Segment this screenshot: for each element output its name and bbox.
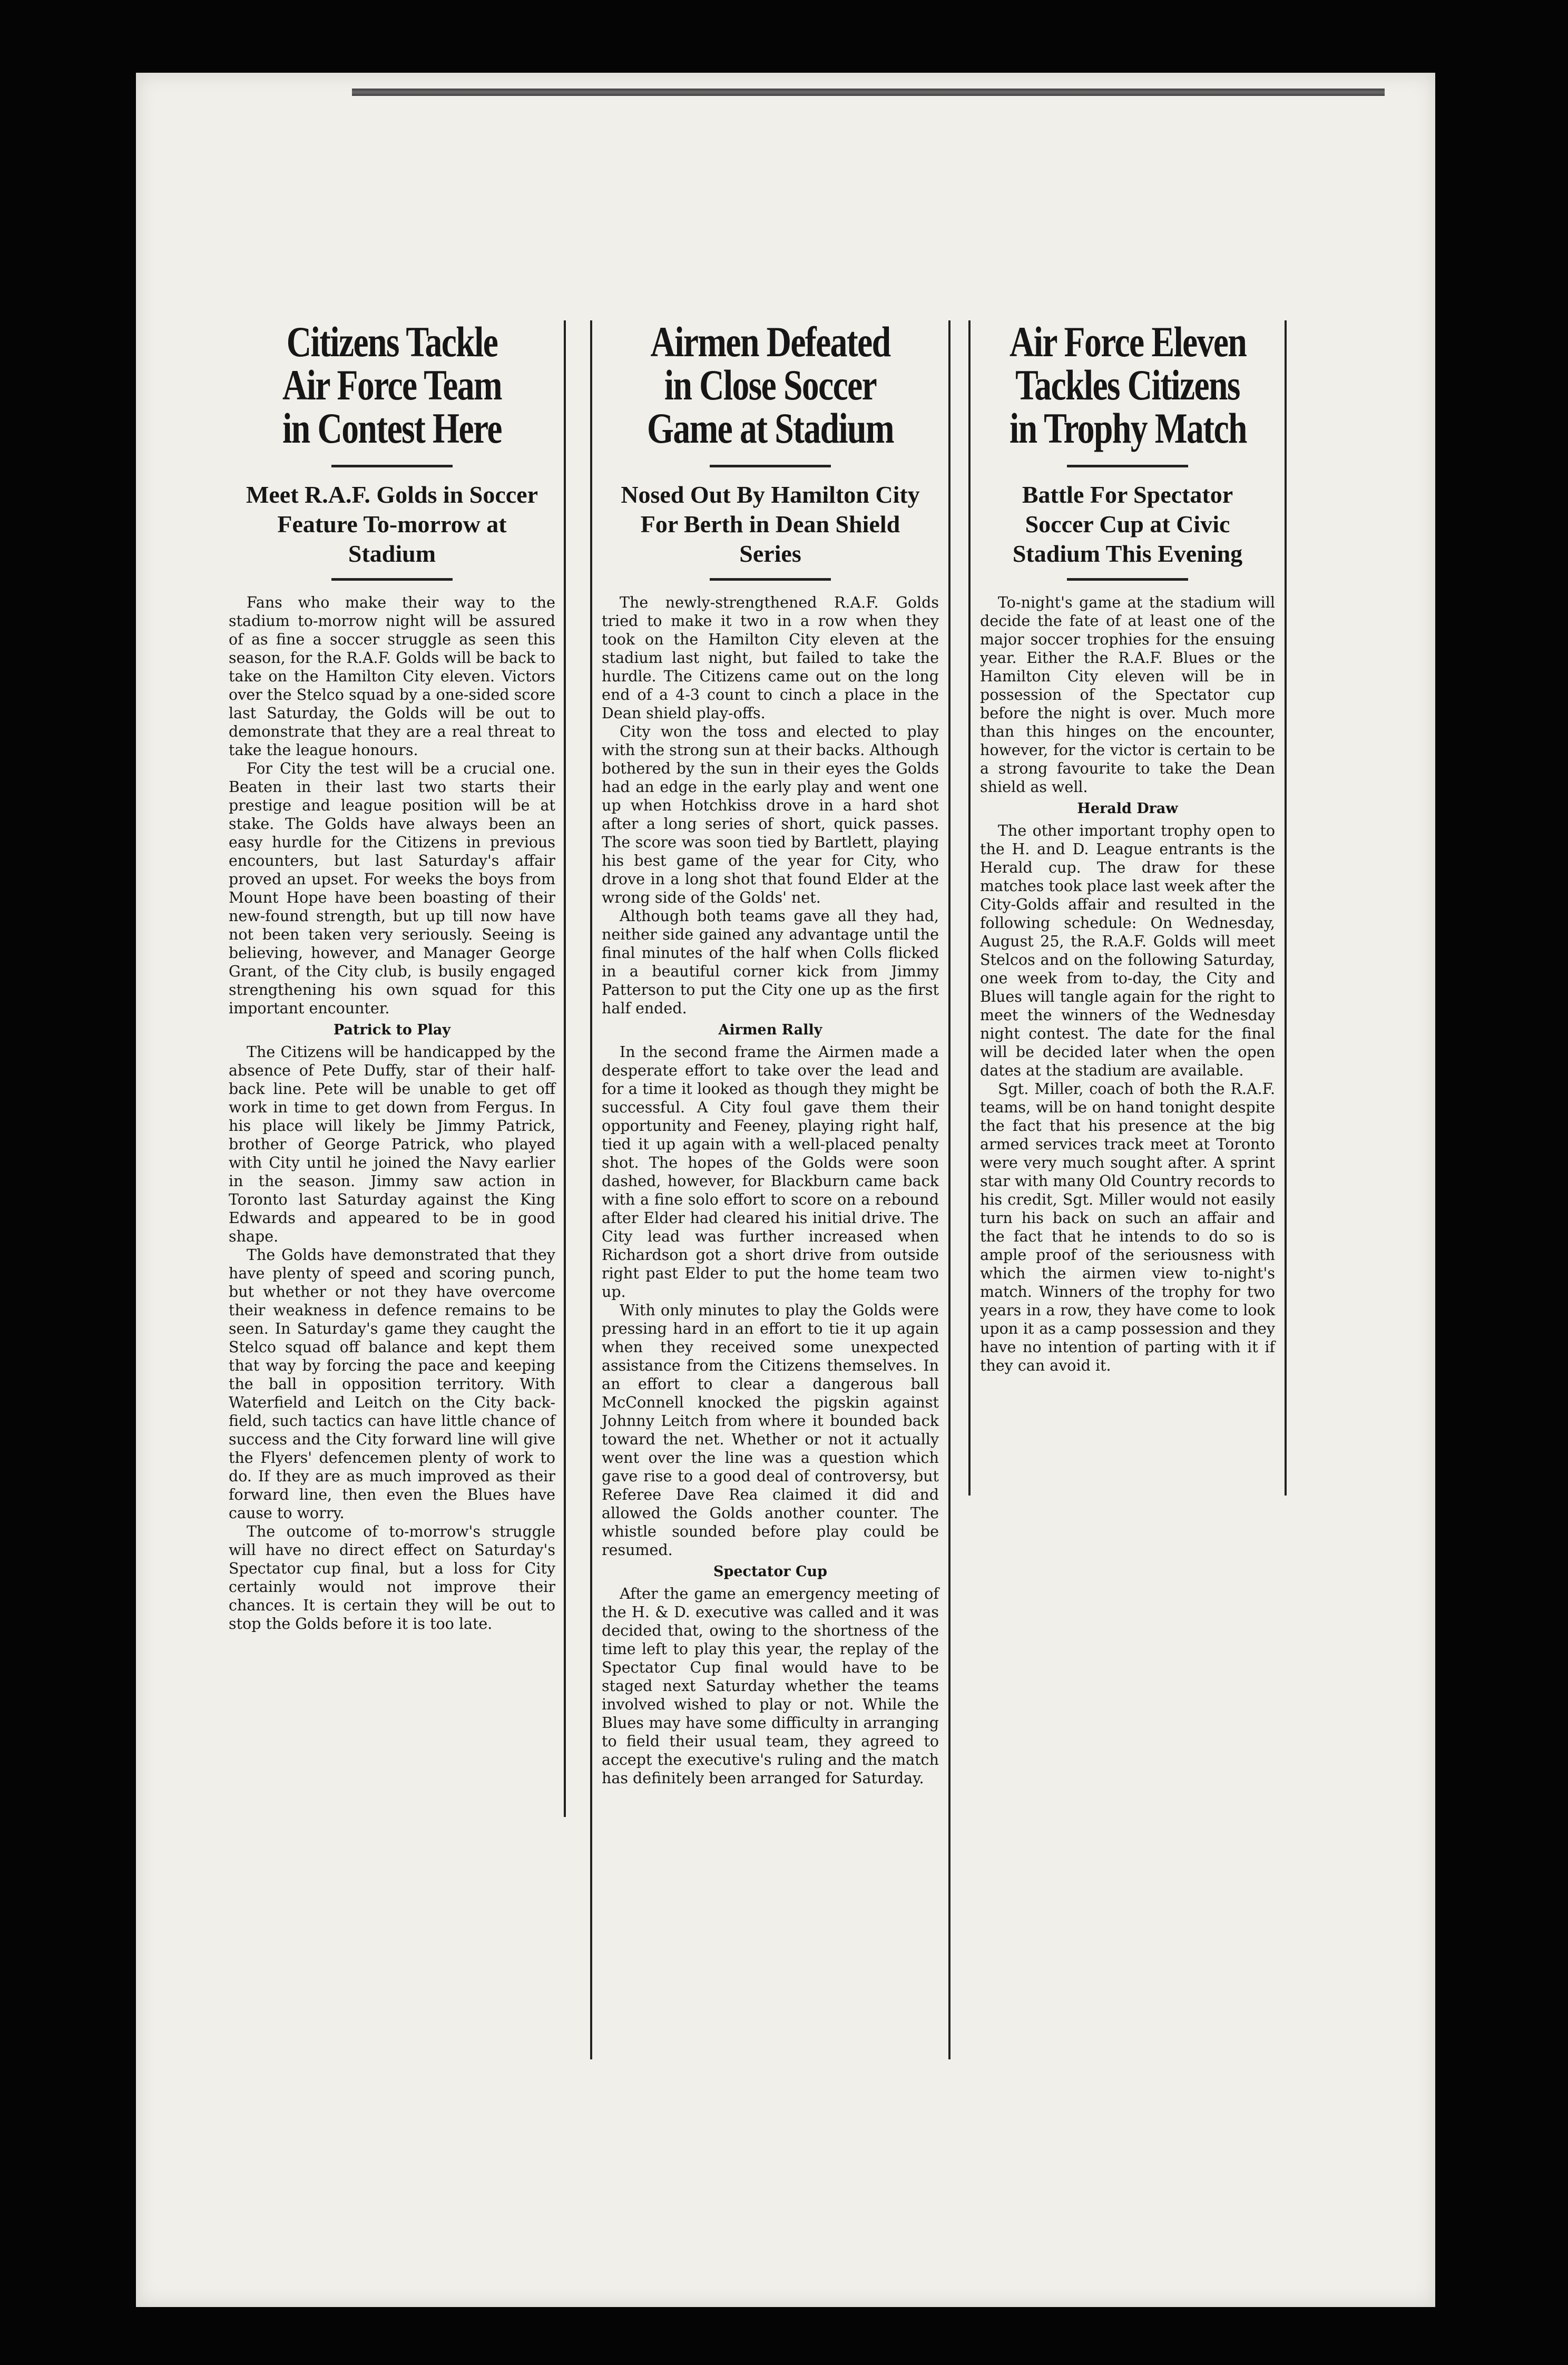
article-air-force-eleven [968,320,1287,1496]
article-body [602,593,939,1787]
headline [1010,320,1246,450]
deck: Battle For Spectator Soccer Cup at Civic Stadium This Evening [1012,481,1243,567]
headline-line: Game at Stadium [647,404,894,452]
divider [331,578,453,581]
divider [1067,578,1188,581]
paragraph: Fans who make their way to the stadium to-morrow night will be assured of as fine a soccer struggle as seen this season, for the R.A.F. Golds will be back to take on the Hamilton City eleven. Victors over the Stelco squad by a one-sided score last Saturday, the Golds will be out to demonstrate that they are a real threat to take the league honours. [229,594,555,759]
headline-line: Citizens Tackle [286,318,498,366]
paragraph: With only minutes to play the Golds were pressing hard in an effort to tie it up again when they received some unexpected assistance from the Citizens themselves. In an effort to clear a dangerous ball McConnell knocked the pigskin against Johnny Leitch from where it bounded back toward the net. Whether or not it actually went over the line was a question which gave rise to a good deal of controversy, but Referee Dave Rea claimed it did and allowed the Golds another counter. The whistle sounded before play could be resumed. [602,1302,939,1559]
headline [635,320,905,450]
headline-line: in Close Soccer [664,361,877,409]
paragraph: After the game an emergency meeting of the H. & D. executive was called and it was decided that, owing to the shortness of the time left to play this year, the replay of the Spectator Cup final would have to be staged next Saturday whether the teams involved wished to play or not. While the Blues may have some difficulty in arranging to field their usual team, they agreed to accept the executive's ruling and the match has definitely been arranged for Saturday. [602,1585,939,1787]
paragraph: For City the test will be a crucial one. Beaten in their last two starts their prestige and league position will be at stake. The Golds have always been an easy hurdle for the Citizens in previous encounters, but last Saturday's affair proved an upset. For weeks the boys from Mount Hope have been boasting of their new-found strength, but up till now have not been taken very seriously. Seeing is believing, however, and Manager George Grant, of the City club, is busily engaged strengthening his own squad for this important encounter. [229,760,555,1017]
divider [331,465,453,467]
article-citizens-tackle [229,320,566,1817]
paragraph: The Citizens will be handicapped by the absence of Pete Duffy, star of their half-back line. Pete will be unable to get off work in time to get down from Fergus. In his place will likely be Jimmy Patrick, brother of George Patrick, who played with City until he joined the Navy earlier in the season. Jimmy saw action in Toronto last Saturday against the King Edwards and appeared to be in good shape. [229,1043,555,1245]
newspaper-clipping-sheet [136,73,1435,2307]
paragraph: City won the toss and elected to play with the strong sun at their backs. Although bothered by the sun in their eyes the Golds had an edge in the early play and went one up when Hotchkiss drove in a hard shot after a long series of short, quick passes. The score was soon tied by Bartlett, playing his best game of the year for City, who drove in a long shot that found Elder at the wrong side of the Golds' net. [602,723,939,906]
headline-line: Air Force Eleven [1010,318,1247,366]
divider [1067,465,1188,467]
subhead: Spectator Cup [713,1563,828,1580]
headline-line: in Contest Here [282,404,502,452]
paragraph: The other important trophy open to the H. and D. League entrants is the Herald cup. The draw for these matches took place last week after the City-Golds affair and resulted in the following schedule: On Wednesday, August 25, the R.A.F. Golds will meet Stelcos and on the following Saturday, one week from to-day, the City and Blues will tangle again for the right to meet the winners of the Wednesday night contest. The date for the final will be decided later when the open dates at the stadium are available. [980,822,1275,1079]
divider [710,465,831,467]
paragraph: Although both teams gave all they had, neither side gained any advantage until the final minutes of the half when Colls flicked in a beautiful corner kick from Jimmy Patterson to put the City one up as the first half ended. [602,907,939,1017]
article-body [980,593,1275,1375]
headline-line: in Trophy Match [1010,404,1247,452]
paragraph: The newly-strengthened R.A.F. Golds tried to make it two in a row when they took on the Hamilton City eleven at the stadium last night, but failed to take the hurdle. The Citizens came out on the long end of a 4-3 count to cinch a place in the Dean shield play-offs. [602,594,939,722]
paragraph: In the second frame the Airmen made a desperate effort to take over the lead and for a time it looked as though they might be successful. A City foul gave them their opportunity and Feeney, playing right half, tied it up again with a well-placed penalty shot. The hopes of the Golds were soon dashed, however, for Blackburn came back with a fine solo effort to score on a rebound after Elder had cleared his initial drive. The City lead was further increased when Richardson got a short drive from outside right past Elder to put the home team two up. [602,1043,939,1301]
paragraph: Sgt. Miller, coach of both the R.A.F. teams, will be on hand tonight despite the fact that his presence at the big armed services track meet at Toronto were very much sought after. A sprint star with many Old Country records to his credit, Sgt. Miller would not easily turn his back on such an affair and the fact that he intends to do so is ample proof of the seriousness with which the airmen view to-night's match. Winners of the trophy for two years in a row, they have come to look upon it as a camp possession and they have no intention of parting with it if they can avoid it. [980,1080,1275,1374]
subhead: Patrick to Play [333,1022,451,1038]
deck: Nosed Out By Hamilton City For Berth in Dean Shield Series [621,481,920,567]
top-rule [352,89,1385,96]
subhead: Airmen Rally [718,1022,822,1038]
headline-line: Air Force Team [282,361,502,409]
subhead: Herald Draw [1077,800,1178,817]
paragraph: The outcome of to-morrow's struggle will have no direct effect on Saturday's Spectator cup final, but a loss for City certainly would not improve their chances. It is certain they will be out to stop the Golds before it is too late. [229,1523,555,1633]
deck: Meet R.A.F. Golds in Soccer Feature To-morrow at Stadium [246,481,538,567]
paragraph: To-night's game at the stadium will decide the fate of at least one of the major soccer trophies for the ensuing year. Either the R.A.F. Blues or the Hamilton City eleven will be in possession of the Spectator cup before the night is over. Much more than this hinges on the encounter, however, for the victor is certain to be a strong favourite to take the Dean shield as well. [980,594,1275,796]
headline [261,320,523,450]
divider [710,578,831,581]
article-airmen-defeated [590,320,950,2059]
paragraph: The Golds have demonstrated that they have plenty of speed and scoring punch, but whether or not they have overcome their weakness in defence remains to be seen. In Saturday's game they caught the Stelco squad off balance and kept them that way by forcing the pace and keeping the ball in opposition territory. With Waterfield and Leitch on the City back-field, such tactics can have little chance of success and the City forward line will give the Flyers' defencemen plenty of work to do. If they are as much improved as their forward line, then even the Blues have cause to worry. [229,1246,555,1522]
headline-line: Tackles Citizens [1015,361,1240,409]
headline-line: Airmen Defeated [650,318,890,366]
article-body [229,593,555,1633]
